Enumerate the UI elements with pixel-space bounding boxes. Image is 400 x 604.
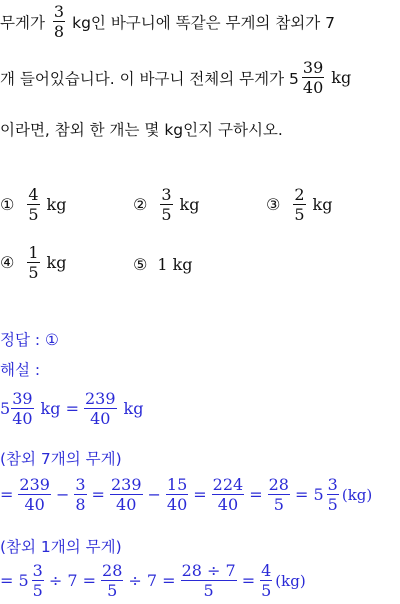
answer-label: 정답 : ① (0, 331, 59, 349)
question-text: 이라면, 참외 한 개는 몇 kg인지 구하시오. (0, 121, 283, 139)
question-line-3 (0, 118, 283, 140)
fraction: $\frac{3}{8}$ (53, 2, 65, 41)
answer-line (0, 328, 59, 350)
equation-2: = $\frac{239}{40}$ − $\frac{3}{8}$ = $\frac{239}{40}$ − $\frac{15}{40}$ = $\frac{224}{40}$ = $\frac{28}{5}$ = 5 $\frac{3}{5}$ (kg) (0, 475, 373, 514)
question-text: 개 들어있습니다. 이 바구니 전체의 무게가 5 (0, 69, 299, 88)
question-text: 무게가 (0, 13, 45, 32)
subheading-7-melons: (참외 7개의 무게) (0, 450, 122, 468)
option-2[interactable]: ② $\frac{3}{5}$ kg (133, 185, 200, 224)
fraction: $\frac{39}{40}$ (302, 58, 324, 97)
question-line-1 (0, 2, 335, 41)
explanation-label: 해설 : (0, 361, 41, 379)
option-3[interactable]: ③ $\frac{2}{5}$ kg (266, 185, 333, 224)
option-4[interactable]: ④ $\frac{1}{5}$ kg (0, 243, 67, 282)
option-5[interactable]: ⑤ 1 kg (133, 255, 193, 274)
unit-label: kg (331, 68, 352, 87)
equation-3: = 5 $\frac{3}{5}$ ÷ 7 = $\frac{28}{5}$ ÷ 7 = $\frac{28 \div 7}{5}$ = $\frac{4}{5}$ (kg) (0, 561, 306, 600)
explanation-label-line (0, 358, 40, 380)
option-1[interactable]: ① $\frac{4}{5}$ kg (0, 185, 67, 224)
equation-1: 5 $\frac{39}{40}$ kg = $\frac{239}{40}$ kg (0, 389, 144, 428)
question-line-2 (0, 58, 351, 97)
question-text: kg인 바구니에 똑같은 무게의 참외가 7 (72, 13, 336, 32)
subheading-1-melon: (참외 1개의 무게) (0, 538, 122, 556)
